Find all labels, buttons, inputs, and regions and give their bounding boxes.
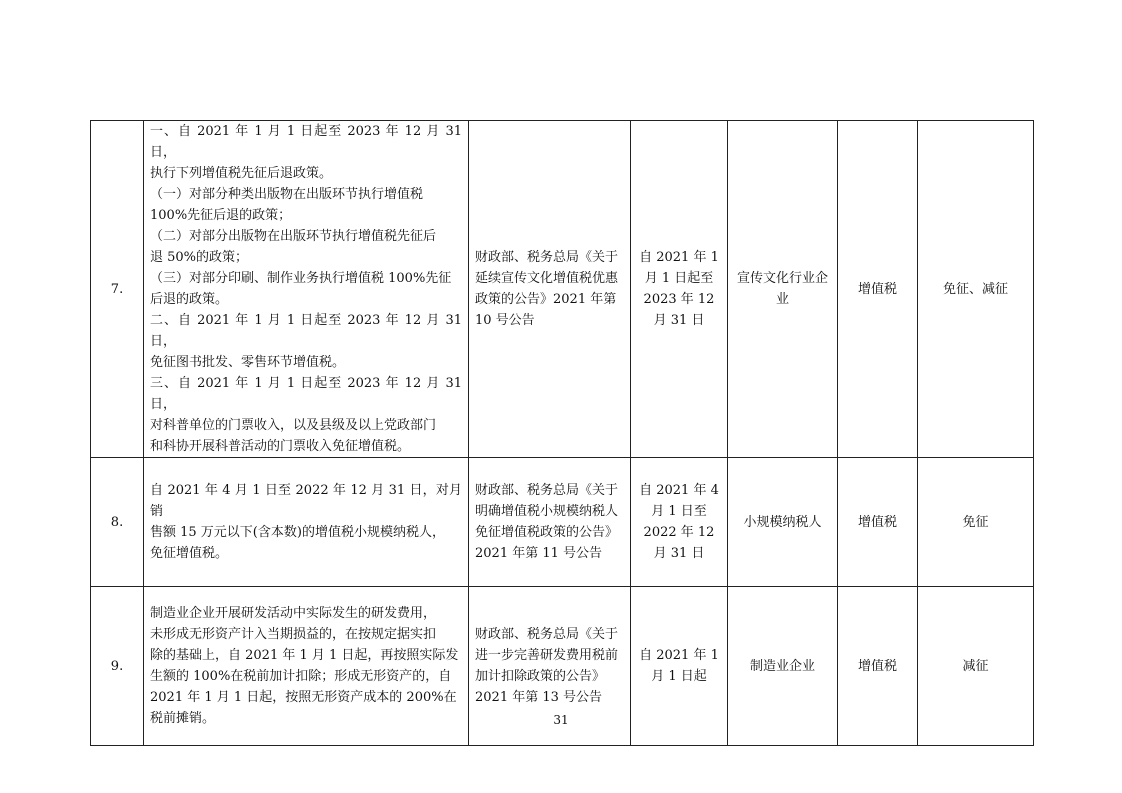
content-line: 制造业企业开展研发活动中实际发生的研发费用，	[150, 606, 437, 621]
content-line: 未形成无形资产计入当期损益的，在按规定据实扣	[150, 627, 437, 642]
content-line: 100%先征后退的政策；	[150, 208, 292, 223]
policy-table	[90, 120, 1034, 746]
applicable-target: 小规模纳税人	[728, 458, 838, 587]
applicable-target: 宣传文化行业企业	[728, 121, 838, 458]
content-line: 二、自 2021 年 1 月 1 日起至 2023 年 12 月 31 日，	[150, 313, 462, 349]
policy-content	[144, 121, 469, 458]
content-line: 免征增值税。	[150, 546, 229, 561]
row-number: 7.	[91, 121, 144, 458]
applicable-target: 制造业企业	[728, 587, 838, 746]
content-line: 对科普单位的门票收入，以及县级及以上党政部门	[150, 418, 437, 433]
relief-method: 减征	[918, 587, 1034, 746]
page-number: 31	[553, 713, 569, 727]
tax-type: 增值税	[838, 458, 918, 587]
effective-period: 自 2021 年 1 月 1 日起	[631, 587, 728, 746]
content-line: 三、自 2021 年 1 月 1 日起至 2023 年 12 月 31 日，	[150, 376, 462, 412]
row-number: 9.	[91, 587, 144, 746]
table-row-7	[91, 121, 1034, 458]
relief-method: 免征	[918, 458, 1034, 587]
content-line: 税前摊销。	[150, 711, 216, 726]
tax-type: 增值税	[838, 121, 918, 458]
content-line: （一）对部分种类出版物在出版环节执行增值税	[150, 187, 424, 202]
policy-document: 财政部、税务总局《关于进一步完善研发费用税前加计扣除政策的公告》2021 年第 13 号公告	[469, 587, 631, 746]
table-row-8	[91, 458, 1034, 587]
content-line: 生额的 100%在税前加计扣除；形成无形资产的，自	[150, 669, 452, 684]
policy-content	[144, 458, 469, 587]
tax-type: 增值税	[838, 587, 918, 746]
relief-method: 免征、减征	[918, 121, 1034, 458]
policy-document: 财政部、税务总局《关于延续宣传文化增值税优惠政策的公告》2021 年第 10 号公告	[469, 121, 631, 458]
content-line: 退 50%的政策；	[150, 250, 249, 265]
content-line: 后退的政策。	[150, 292, 229, 307]
content-line: 售额 15 万元以下(含本数)的增值税小规模纳税人，	[150, 525, 445, 540]
effective-period: 自 2021 年 4 月 1 日至 2022 年 12 月 31 日	[631, 458, 728, 587]
policy-document: 财政部、税务总局《关于明确增值税小规模纳税人免征增值税政策的公告》2021 年第 11 号公告	[469, 458, 631, 587]
content-line: （二）对部分出版物在出版环节执行增值税先征后	[150, 229, 437, 244]
content-line: 执行下列增值税先征后退政策。	[150, 166, 333, 181]
content-line: 免征图书批发、零售环节增值税。	[150, 355, 346, 370]
content-line: 自 2021 年 4 月 1 日至 2022 年 12 月 31 日，对月销	[150, 483, 462, 519]
content-line: 一、自 2021 年 1 月 1 日起至 2023 年 12 月 31 日，	[150, 124, 462, 160]
content-line: 2021 年 1 月 1 日起，按照无形资产成本的 200%在	[150, 690, 457, 705]
effective-period: 自 2021 年 1 月 1 日起至 2023 年 12 月 31 日	[631, 121, 728, 458]
content-line: （三）对部分印刷、制作业务执行增值税 100%先征	[150, 271, 452, 286]
row-number: 8.	[91, 458, 144, 587]
content-line: 除的基础上，自 2021 年 1 月 1 日起，再按照实际发	[150, 648, 459, 663]
content-line: 和科协开展科普活动的门票收入免征增值税。	[150, 439, 411, 454]
